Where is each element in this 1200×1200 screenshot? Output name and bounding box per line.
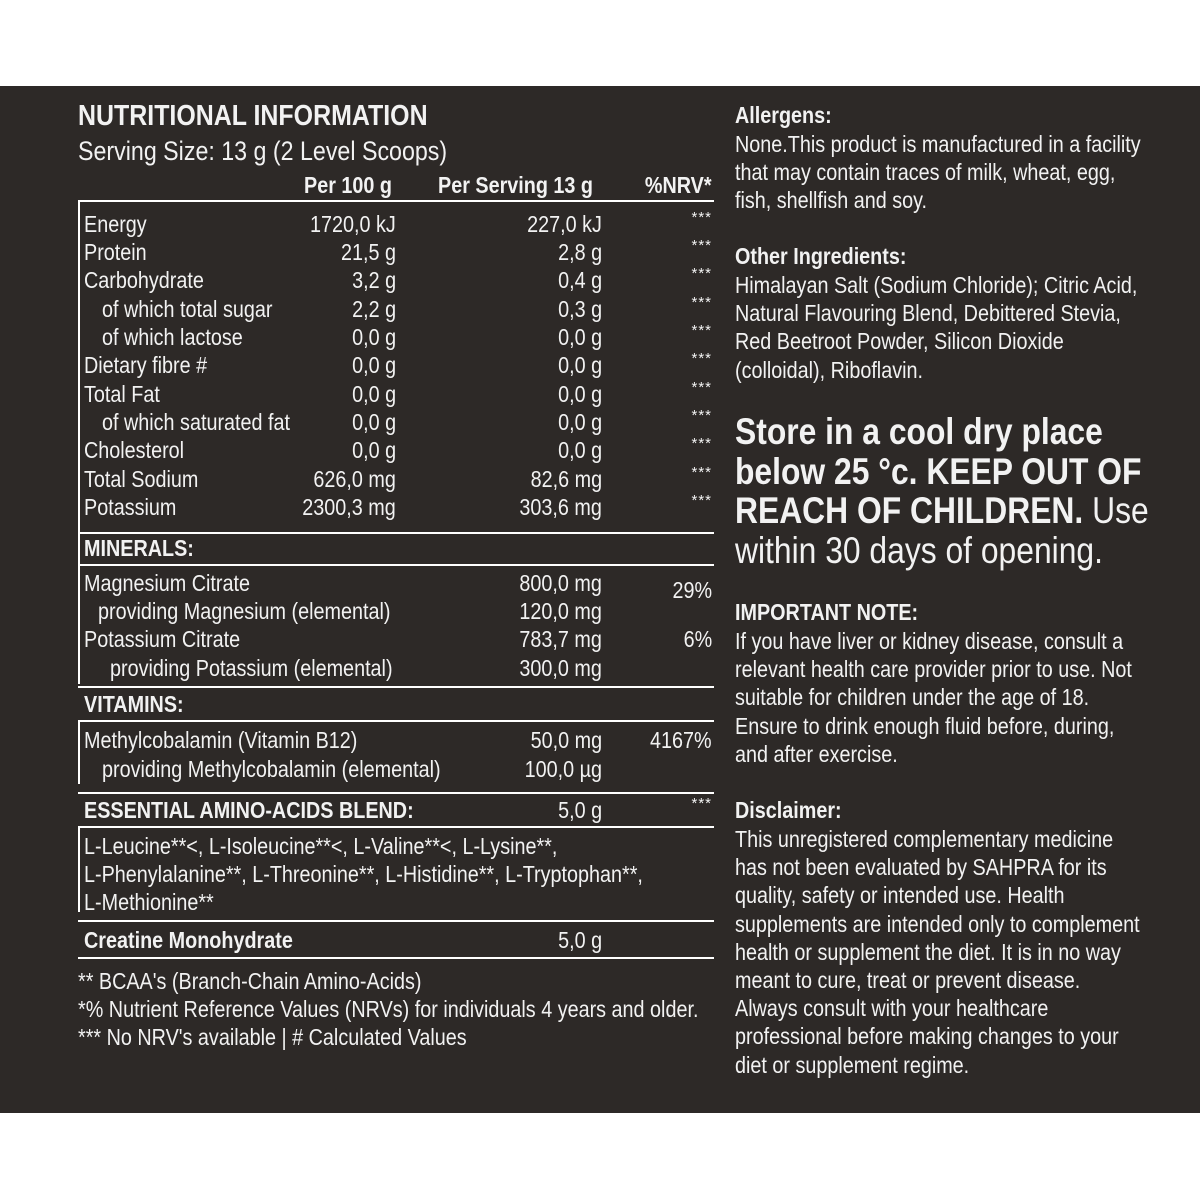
allergens-text: None.This product is manufactured in a facility that may contain traces of milk, wheat, egg, fish, shellfish and soy. (735, 131, 1141, 214)
other-ingredients-heading: Other Ingredients: (735, 243, 907, 269)
header-nrv: %NRV* (645, 172, 712, 198)
vitamin-row: providing Methylcobalamin (elemental) 100,0 µg (102, 756, 602, 782)
nutrient-row: Carbohydrate 3,2 g 0,4 g *** (84, 265, 712, 293)
minerals-label: MINERALS: (84, 535, 194, 561)
footnotes: ** BCAA's (Branch-Chain Amino-Acids) *% Nutrient Reference Values (NRVs) for individuals 4 years and older. *** No NRV's available | # Calculated Values (78, 968, 699, 1050)
product-info (735, 86, 1175, 1113)
vitamins-label: VITAMINS: (84, 691, 184, 717)
rule (78, 532, 714, 534)
rule (78, 686, 714, 688)
mineral-row: providing Magnesium (elemental) 120,0 mg (98, 598, 602, 624)
nutrient-row: Dietary fibre # 0,0 g 0,0 g *** (84, 350, 712, 378)
nutrient-row: of which lactose 0,0 g 0,0 g *** (102, 322, 712, 350)
amino-acid-list: L-Leucine**<, L-Isoleucine**<, L-Valine**<, L-Lysine**, L-Phenylalanine**, L-Threonine**, L-Histidine**, L-Tryptophan**, L-Methionine** (84, 833, 643, 915)
mineral-row: Potassium Citrate 783,7 mg 6% (84, 626, 712, 652)
nutrient-row: Potassium 2300,3 mg 303,6 mg *** (84, 492, 712, 520)
rule (78, 720, 714, 722)
nutrient-row: of which saturated fat 0,0 g 0,0 g *** (102, 407, 712, 435)
mineral-row: providing Potassium (elemental) 300,0 mg (110, 655, 602, 681)
nutrient-row: Energy 1720,0 kJ 227,0 kJ *** (84, 209, 712, 237)
disclaimer-heading: Disclaimer: (735, 797, 842, 823)
vitamin-row: Methylcobalamin (Vitamin B12) 50,0 mg 4167% (84, 727, 712, 753)
important-note-heading: IMPORTANT NOTE: (735, 599, 919, 625)
creatine-row: Creatine Monohydrate 5,0 g (84, 927, 602, 953)
important-note-text: If you have liver or kidney disease, consult a relevant health care provider prior to use. Not suitable for children under the age of 18. Ensure to drink enough fluid before, during, and after exercise. (735, 628, 1132, 767)
rule (78, 200, 714, 202)
storage-instructions: Store in a cool dry place below 25 °c. KEEP OUT OF REACH OF CHILDREN. Use within 30 days of opening. (735, 411, 1149, 571)
amino-blend-row: ESSENTIAL AMINO-ACIDS BLEND: 5,0 g *** (84, 795, 712, 823)
nutrient-row: Protein 21,5 g 2,8 g *** (84, 237, 712, 265)
nutrition-title: NUTRITIONAL INFORMATION (78, 100, 428, 132)
header-per-100g: Per 100 g (304, 172, 392, 198)
rule (78, 826, 714, 828)
nutrient-row: Total Sodium 626,0 mg 82,6 mg *** (84, 464, 712, 492)
other-ingredients-text: Himalayan Salt (Sodium Chloride); Citric Acid, Natural Flavouring Blend, Debittered Stevia, Red Beetroot Powder, Silicon Dioxide (colloidal), Riboflavin. (735, 272, 1138, 383)
label-panel (0, 86, 1200, 1113)
mineral-row: Magnesium Citrate 800,0 mg 29% (84, 570, 712, 603)
rule (78, 826, 80, 912)
allergens-heading: Allergens: (735, 102, 832, 128)
nutrient-row: Total Fat 0,0 g 0,0 g *** (84, 379, 712, 407)
rule (78, 792, 714, 794)
nutrient-row: Cholesterol 0,0 g 0,0 g *** (84, 435, 712, 463)
rule (78, 957, 714, 959)
nutrient-row: of which total sugar 2,2 g 0,3 g *** (102, 294, 712, 322)
nutrition-table (78, 86, 714, 1113)
header-per-serving: Per Serving 13 g (438, 172, 594, 198)
rule (78, 564, 714, 566)
rule (78, 920, 714, 922)
serving-size: Serving Size: 13 g (2 Level Scoops) (78, 136, 448, 166)
disclaimer-text: This unregistered complementary medicine has not been evaluated by SAHPRA for its quality, safety or intended use. Health supplements are intended only to complement health or supplement the diet. It is in no way meant to cure, treat or prevent disease. Always consult with your healthcare professional before making changes to your diet or supplement regime. (735, 826, 1140, 1078)
